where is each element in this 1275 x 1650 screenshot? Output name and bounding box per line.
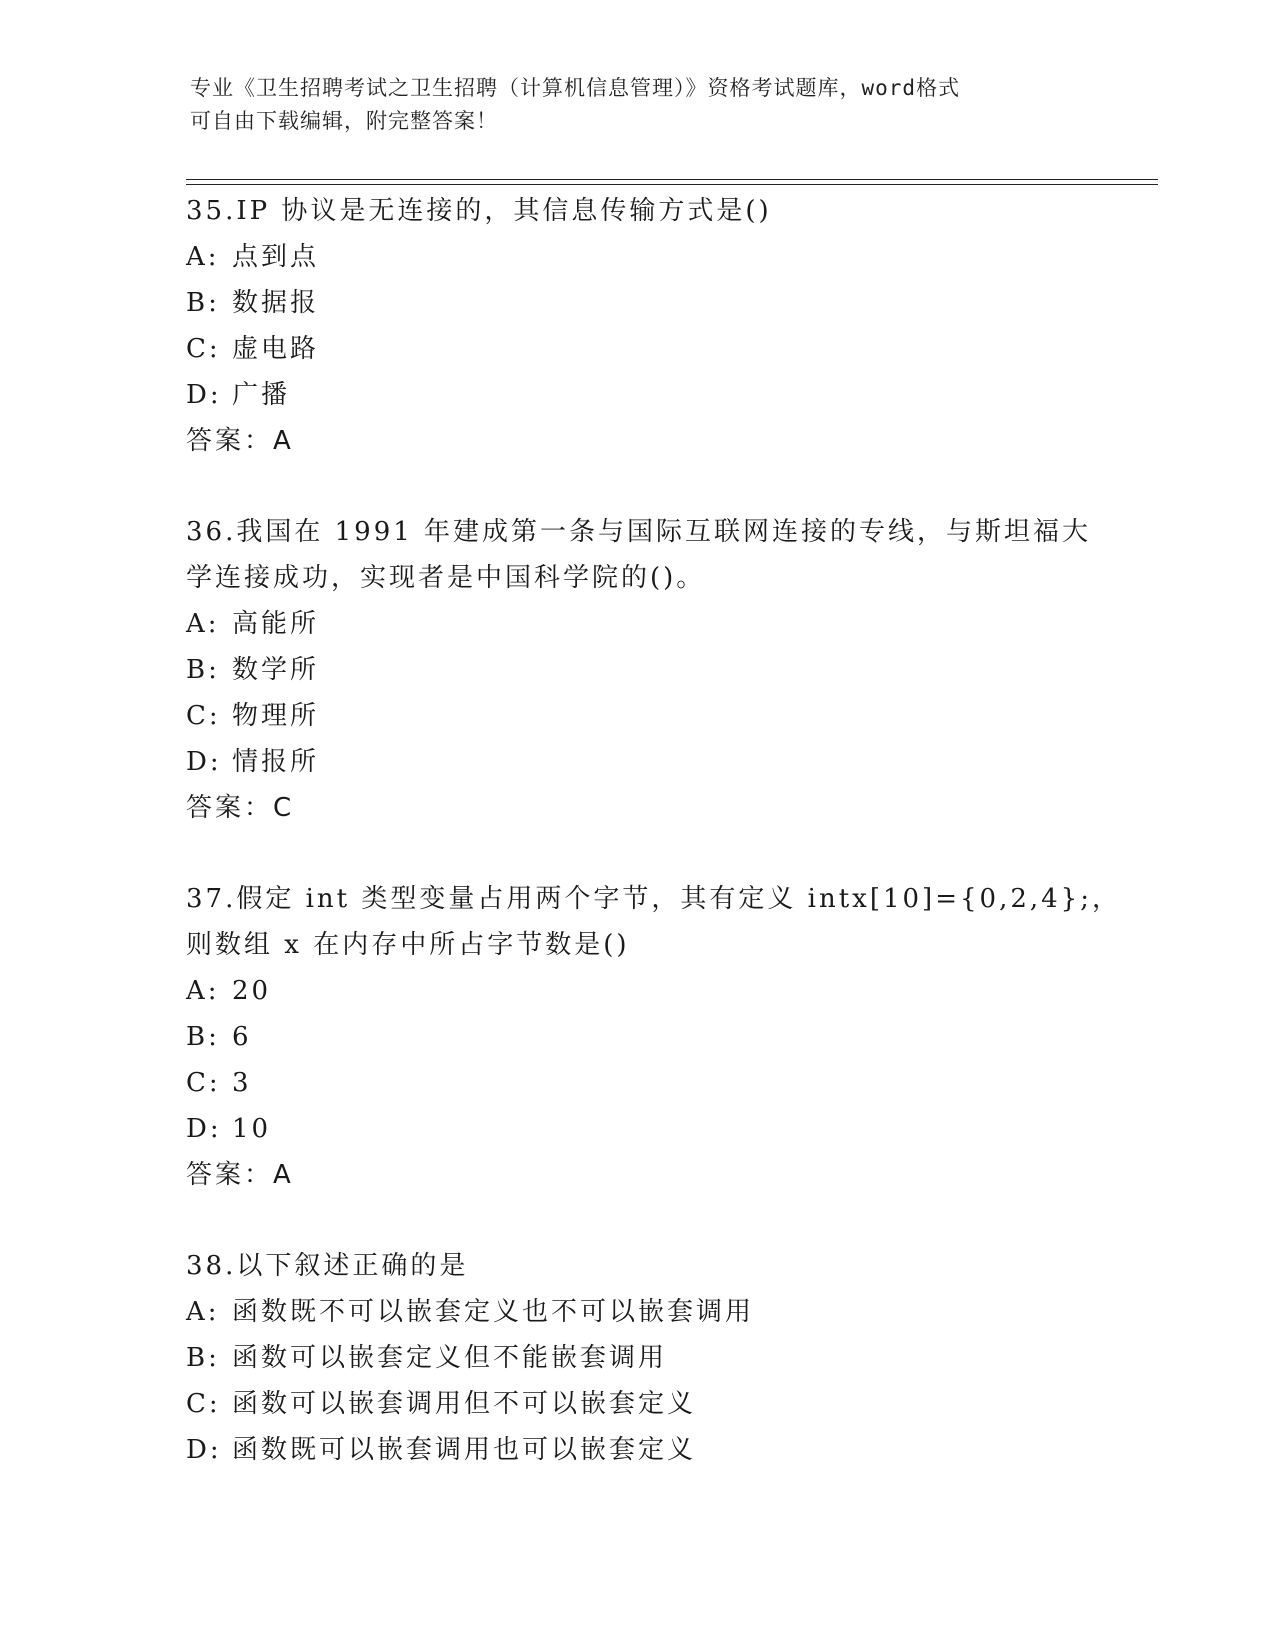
question-list [186, 188, 1121, 1518]
question-35 [186, 188, 1086, 464]
option-text: 虚电路 [232, 334, 320, 364]
option-d [186, 372, 1086, 418]
option-key: C: [186, 1389, 221, 1419]
option-key: A: [186, 242, 220, 272]
question-stem: 38.以下叙述正确的是 [186, 1251, 469, 1281]
option-key: D: [186, 1114, 222, 1144]
option-text: 数据报 [232, 288, 320, 318]
option-text: 函数可以嵌套调用但不可以嵌套定义 [232, 1389, 697, 1419]
option-c [186, 1381, 1086, 1427]
option-key: D: [186, 747, 222, 777]
option-b [186, 280, 1086, 326]
question-38 [186, 1243, 1086, 1473]
option-text: 情报所 [232, 747, 320, 777]
option-a [186, 601, 1086, 647]
header-line-2: 可自由下载编辑，附完整答案！ [190, 109, 498, 133]
option-d [186, 1427, 1086, 1473]
question-stem: 35.IP 协议是无连接的，其信息传输方式是() [186, 196, 772, 226]
option-text: 10 [232, 1114, 272, 1144]
option-c [186, 1060, 1086, 1106]
option-text: 3 [232, 1068, 252, 1098]
option-a [186, 968, 1086, 1014]
option-a [186, 234, 1086, 280]
option-a [186, 1289, 1086, 1335]
header-divider-bottom [186, 184, 1158, 185]
option-c [186, 326, 1086, 372]
option-key: B: [186, 288, 220, 318]
question-stem-line-2: 学连接成功，实现者是中国科学院的()。 [186, 563, 706, 593]
answer-line: 答案：A [186, 1160, 294, 1190]
option-key: D: [186, 1435, 222, 1465]
option-text: 函数既不可以嵌套定义也不可以嵌套调用 [232, 1297, 755, 1327]
option-key: A: [186, 1297, 220, 1327]
option-b [186, 647, 1086, 693]
option-key: A: [186, 609, 220, 639]
option-c [186, 693, 1086, 739]
option-key: A: [186, 976, 220, 1006]
option-key: B: [186, 655, 220, 685]
question-36 [186, 509, 1092, 831]
option-text: 6 [232, 1022, 252, 1052]
answer-line: 答案：A [186, 426, 294, 456]
option-text: 点到点 [232, 242, 320, 272]
option-d [186, 1106, 1086, 1152]
option-key: C: [186, 701, 221, 731]
option-key: B: [186, 1343, 220, 1373]
option-text: 物理所 [232, 701, 320, 731]
option-text: 广播 [232, 380, 291, 410]
option-text: 20 [232, 976, 272, 1006]
question-stem-line-2: 则数组 x 在内存中所占字节数是() [186, 930, 630, 960]
option-key: D: [186, 380, 222, 410]
option-d [186, 739, 1086, 785]
option-text: 函数既可以嵌套调用也可以嵌套定义 [232, 1435, 697, 1465]
option-b [186, 1335, 1086, 1381]
question-37 [186, 876, 1121, 1198]
option-text: 数学所 [232, 655, 320, 685]
header-divider-top [186, 179, 1158, 180]
question-stem-line-1: 37.假定 int 类型变量占用两个字节，其有定义 intx[10]={0,2,4};， [186, 884, 1121, 914]
option-b [186, 1014, 1086, 1060]
answer-line: 答案：C [186, 793, 295, 823]
question-stem-line-1: 36.我国在 1991 年建成第一条与国际互联网连接的专线，与斯坦福大 [186, 517, 1092, 547]
header-line-1: 专业《卫生招聘考试之卫生招聘（计算机信息管理）》资格考试题库，word格式 [190, 76, 961, 100]
document-header [190, 72, 1090, 138]
option-text: 函数可以嵌套定义但不能嵌套调用 [232, 1343, 668, 1373]
option-key: C: [186, 334, 221, 364]
option-key: C: [186, 1068, 221, 1098]
option-text: 高能所 [232, 609, 320, 639]
option-key: B: [186, 1022, 220, 1052]
